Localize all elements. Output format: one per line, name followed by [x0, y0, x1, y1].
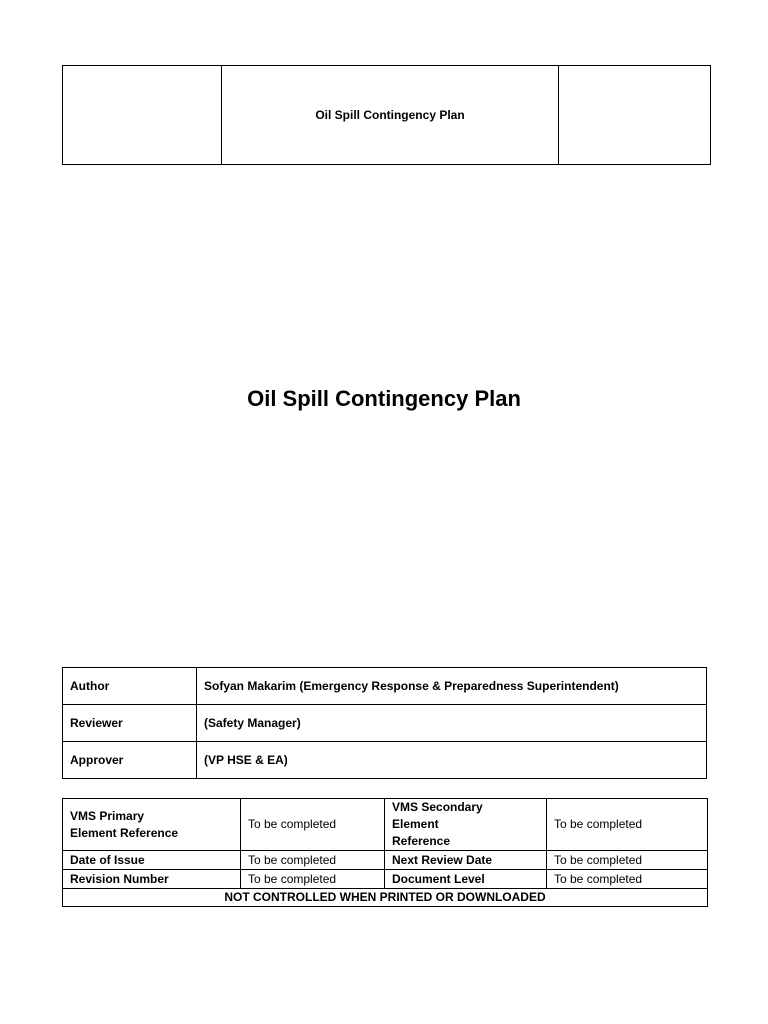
date-of-issue-label: Date of Issue [63, 851, 241, 870]
approver-value: (VP HSE & EA) [197, 742, 707, 779]
header-table [62, 65, 711, 165]
header-title: Oil Spill Contingency Plan [222, 66, 559, 165]
author-row [63, 668, 707, 705]
approver-row [63, 742, 707, 779]
header-right-cell [559, 66, 711, 165]
table-row [63, 870, 708, 889]
table-row [63, 851, 708, 870]
authorship-table [62, 667, 707, 779]
next-review-date-label: Next Review Date [385, 851, 547, 870]
document-control-table [62, 798, 708, 907]
revision-number-value: To be completed [241, 870, 385, 889]
approver-label: Approver [63, 742, 197, 779]
reviewer-row [63, 705, 707, 742]
reviewer-value: (Safety Manager) [197, 705, 707, 742]
reviewer-label: Reviewer [63, 705, 197, 742]
vms-secondary-value: To be completed [547, 799, 708, 851]
control-footer-notice: NOT CONTROLLED WHEN PRINTED OR DOWNLOADED [63, 889, 708, 907]
revision-number-label: Revision Number [63, 870, 241, 889]
author-value: Sofyan Makarim (Emergency Response & Preparedness Superintendent) [197, 668, 707, 705]
author-label: Author [63, 668, 197, 705]
vms-primary-label: VMS Primary Element Reference [63, 799, 241, 851]
header-logo-cell [63, 66, 222, 165]
document-level-value: To be completed [547, 870, 708, 889]
document-level-label: Document Level [385, 870, 547, 889]
table-row [63, 799, 708, 851]
vms-secondary-label: VMS Secondary Element Reference [385, 799, 547, 851]
document-title: Oil Spill Contingency Plan [247, 386, 521, 411]
next-review-date-value: To be completed [547, 851, 708, 870]
vms-primary-value: To be completed [241, 799, 385, 851]
footer-row [63, 889, 708, 907]
date-of-issue-value: To be completed [241, 851, 385, 870]
